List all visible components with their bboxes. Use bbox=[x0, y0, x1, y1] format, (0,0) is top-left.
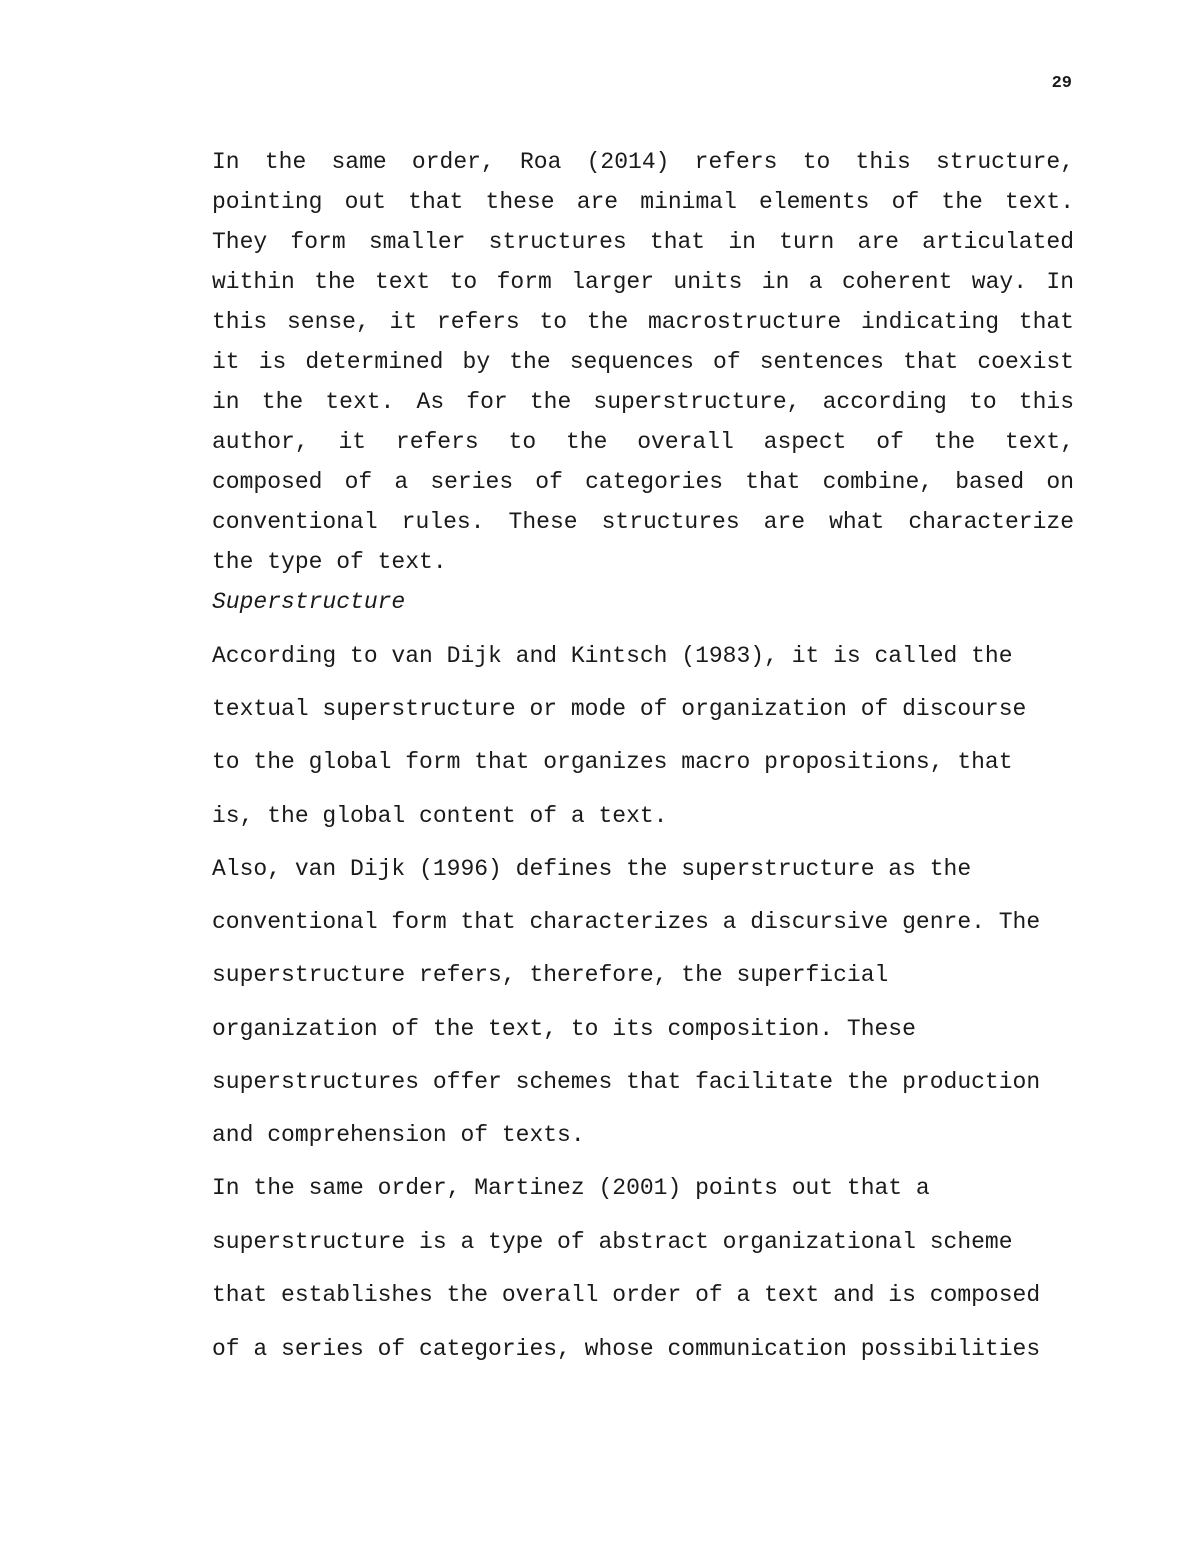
page-number: 29 bbox=[1051, 74, 1072, 93]
paragraph-4-line: that establishes the overall order of a text and is composed bbox=[212, 1282, 1041, 1308]
paragraph-1-line: They form smaller structures that in turn are articulated bbox=[212, 229, 1074, 255]
section-heading: Superstructure bbox=[212, 589, 406, 615]
paragraph-2-line: textual superstructure or mode of organization of discourse bbox=[212, 696, 1027, 722]
paragraph-1-line: this sense, it refers to the macrostructure indicating that bbox=[212, 309, 1074, 335]
paragraph-3-line: superstructure refers, therefore, the superficial bbox=[212, 962, 889, 988]
paragraph-2-line: According to van Dijk and Kintsch (1983), it is called the bbox=[212, 643, 1013, 669]
paragraph-4-line: of a series of categories, whose communication possibilities bbox=[212, 1336, 1041, 1362]
paragraph-1-line: pointing out that these are minimal elements of the text. bbox=[212, 189, 1074, 215]
paragraph-3-line: conventional form that characterizes a discursive genre. The bbox=[212, 909, 1041, 935]
paragraph-1-line: it is determined by the sequences of sentences that coexist bbox=[212, 349, 1074, 375]
paragraph-1-line: author, it refers to the overall aspect of the text, bbox=[212, 429, 1074, 455]
paragraph-1-line: conventional rules. These structures are what characterize bbox=[212, 509, 1074, 535]
paragraph-1-line: composed of a series of categories that combine, based on bbox=[212, 469, 1074, 495]
paragraph-2-line: to the global form that organizes macro propositions, that bbox=[212, 749, 1013, 775]
paragraph-1-line: In the same order, Roa (2014) refers to this structure, bbox=[212, 149, 1074, 175]
paragraph-4-line: In the same order, Martinez (2001) points out that a bbox=[212, 1175, 930, 1201]
paragraph-2-line: is, the global content of a text. bbox=[212, 803, 668, 829]
paragraph-3-line: organization of the text, to its composition. These bbox=[212, 1016, 916, 1042]
paragraph-1-line: within the text to form larger units in a coherent way. In bbox=[212, 269, 1074, 295]
paragraph-3-line: Also, van Dijk (1996) defines the superstructure as the bbox=[212, 856, 972, 882]
paragraph-3-line: and comprehension of texts. bbox=[212, 1122, 585, 1148]
paragraph-1-line: in the text. As for the superstructure, according to this bbox=[212, 389, 1074, 415]
paragraph-3-line: superstructures offer schemes that facilitate the production bbox=[212, 1069, 1041, 1095]
paragraph-4-line: superstructure is a type of abstract organizational scheme bbox=[212, 1229, 1013, 1255]
paragraph-1-line: the type of text. bbox=[212, 549, 447, 575]
